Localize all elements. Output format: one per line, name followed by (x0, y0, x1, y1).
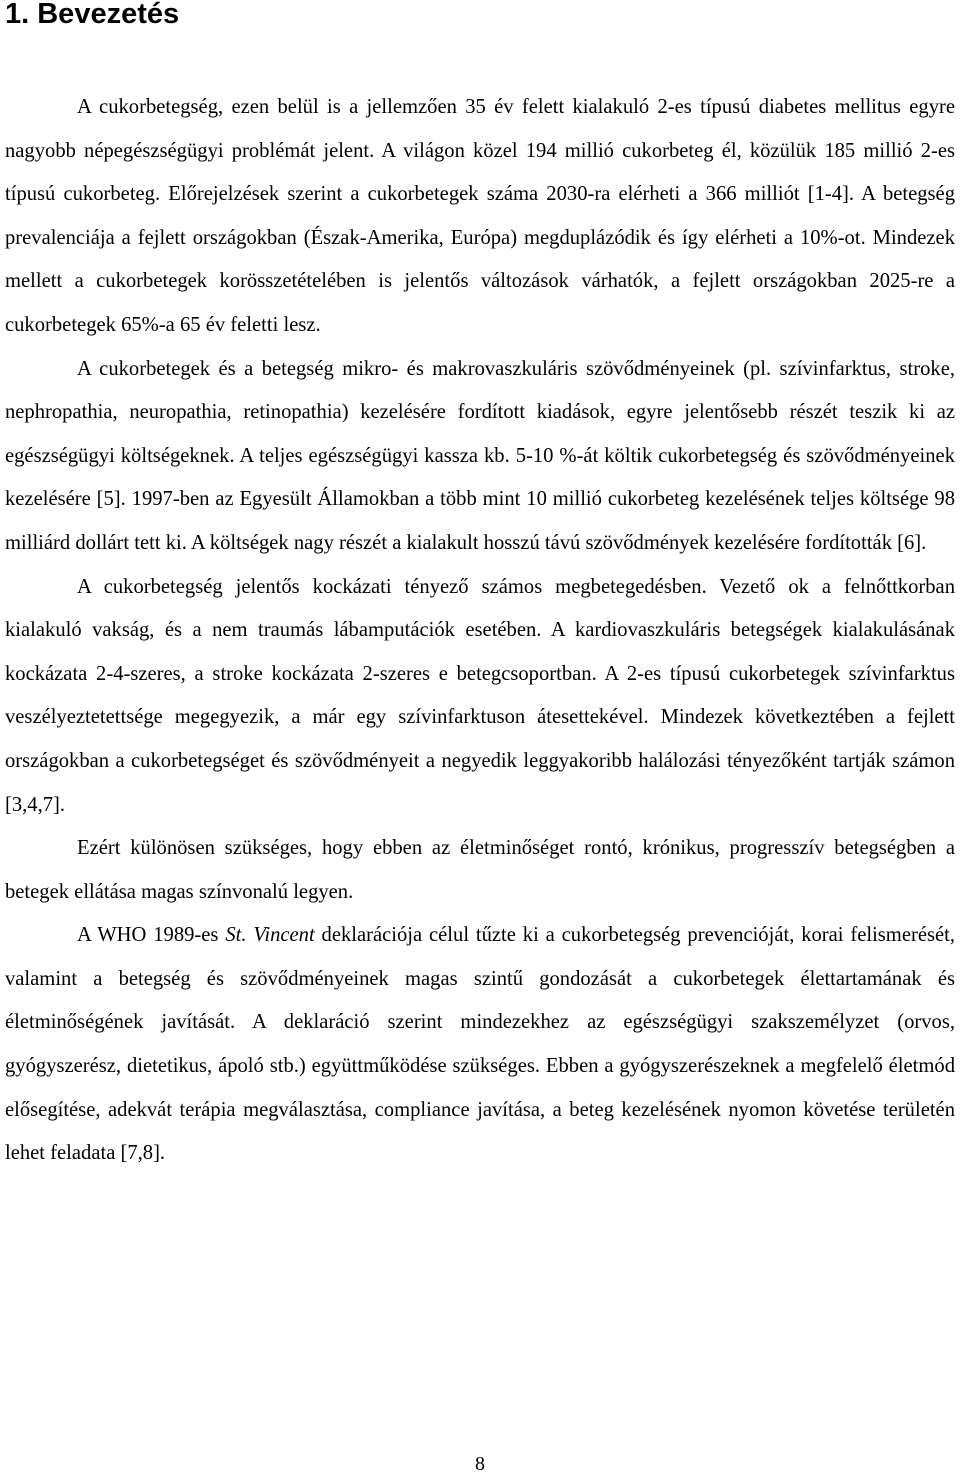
paragraph-5-start: A WHO 1989-es (77, 924, 226, 947)
paragraph-3: A cukorbetegség jelentős kockázati tényező számos megbetegedésben. Vezető ok a felnőttkorban kialakuló vakság, és a nem traumás lábamputációk esetében. A kardiovaszkuláris betegségek kialakulásának kockázata 2-4-szeres, a stroke kockázata 2-szeres e betegcsoportban. A 2-es típusú cukorbetegek szívinfarktus veszélyeztetettsége megegyezik, a már egy szívinfarktuson átesettekével. Mindezek következtében a fejlett országokban a cukorbetegséget és szövődményeit a negyedik leggyakoribb halálozási tényezőként tartják számon [3,4,7]. (5, 575, 955, 816)
italic-name: St. Vincent (225, 924, 315, 947)
body-text (5, 86, 955, 1176)
paragraph-5-rest: deklarációja célul tűzte ki a cukorbetegség prevencióját, korai felismerését, valamint a betegség és szövődményeinek magas szintű gondozását a cukorbetegek élettartamának és életminőségének javítását. A deklaráció szerint mindezekhez az egészségügyi szakszemélyzet (orvos, gyógyszerész, dietetikus, ápoló stb.) együttműködése szükséges. Ebben a gyógyszerészeknek a megfelelő életmód elősegítése, adekvát terápia megválasztása, compliance javítása, a beteg kezelésének nyomon követése területén lehet feladata [7,8]. (5, 924, 955, 1165)
paragraph-1: A cukorbetegség, ezen belül is a jellemzően 35 év felett kialakuló 2-es típusú diabetes mellitus egyre nagyobb népegészségügyi problémát jelent. A világon közel 194 millió cukorbeteg él, közülük 185 millió 2-es típusú cukorbeteg. Előrejelzések szerint a cukorbetegek száma 2030-ra elérheti a 366 milliót [1-4]. A betegség prevalenciája a fejlett országokban (Észak-Amerika, Európa) megduplázódik és így elérheti a 10%-ot. Mindezek mellett a cukorbetegek korösszetételében is jelentős változások várhatók, a fejlett országokban 2025-re a cukorbetegek 65%-a 65 év feletti lesz. (5, 96, 955, 336)
section-heading: 1. Bevezetés (5, 0, 180, 30)
paragraph-2: A cukorbetegek és a betegség mikro- és makrovaszkuláris szövődményeinek (pl. szívinfarktus, stroke, nephropathia, neuropathia, retinopathia) kezelésére fordított kiadások, egyre jelentősebb részét teszik ki az egészségügyi költségeknek. A teljes egészségügyi kassza kb. 5-10 %-át költik cukorbetegség és szövődményeinek kezelésére [5]. 1997-ben az Egyesült Államokban a több mint 10 millió cukorbeteg kezelésének teljes költsége 98 milliárd dollárt tett ki. A költségek nagy részét a kialakult hosszú távú szövődmények kezelésére fordították [6]. (5, 357, 955, 554)
page-number: 8 (475, 1453, 485, 1475)
paragraph-5 (5, 914, 955, 1176)
paragraph-4: Ezért különösen szükséges, hogy ebben az életminőséget rontó, krónikus, progresszív betegségben a betegek ellátása magas színvonalú legyen. (5, 837, 955, 903)
